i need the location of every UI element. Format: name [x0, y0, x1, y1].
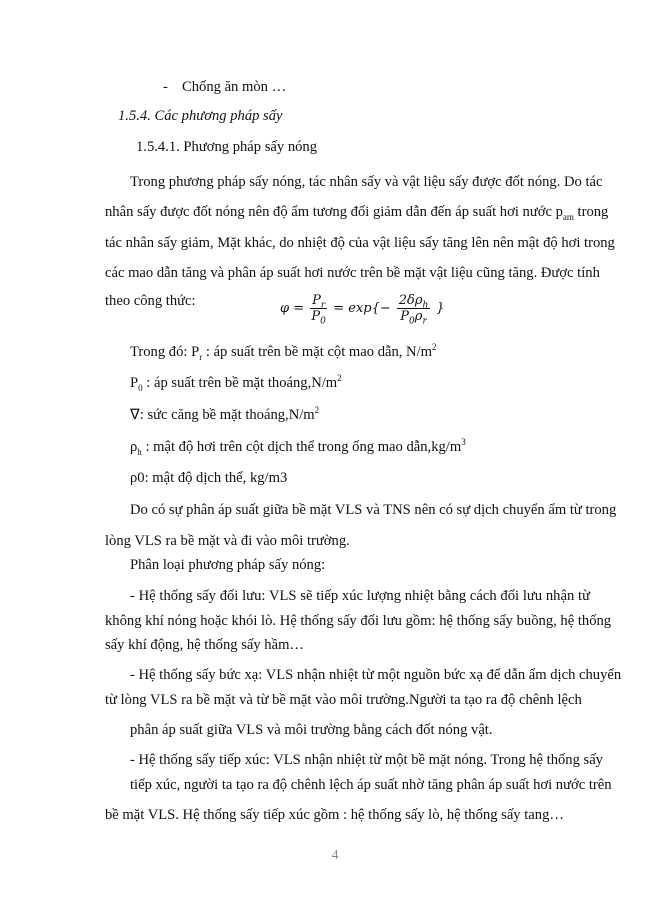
paragraph-line: sấy khí động, hệ thống sấy hầm…: [105, 637, 305, 653]
paragraph-line: - Hệ thống sấy đối lưu: VLS sẽ tiếp xúc lượng nhiệt bằng cách đối lưu nhận từ: [130, 588, 590, 604]
sub: h: [422, 300, 429, 311]
definition-line: ρ0: mật độ dịch thể, kg/m3: [130, 470, 288, 486]
formula-lhs: φ =: [280, 301, 305, 316]
paragraph-line: theo công thức:: [105, 293, 196, 309]
classification-title: Phân loại phương pháp sấy nóng:: [130, 557, 326, 573]
numerator: [397, 293, 431, 309]
sub: r: [199, 351, 203, 362]
numerator: [310, 293, 327, 309]
bullet-item: Chống ăn mòn …: [182, 79, 287, 95]
formula-close: }: [436, 301, 445, 316]
sub: 0: [320, 316, 326, 327]
paragraph-line: bề mặt VLS. Hệ thống sấy tiếp xúc gồm : hệ thống sấy lò, hệ thống sấy tang…: [105, 807, 564, 823]
formula-mid: = exp{−: [333, 301, 391, 316]
t: Trong đó: P: [130, 344, 200, 360]
definition-line: [130, 438, 466, 456]
sub: 0: [138, 382, 143, 393]
paragraph-line: - Hệ thống sấy bức xạ: VLS nhận nhiệt từ một nguồn bức xạ để dẫn ẩm dịch chuyển: [130, 667, 622, 683]
t: ρ: [130, 439, 138, 455]
section-heading: 1.5.4. Các phương pháp sấy: [118, 108, 283, 124]
paragraph-line: Trong phương pháp sấy nóng, tác nhân sấy và vật liệu sấy được đốt nóng. Do tác: [130, 174, 603, 190]
paragraph-line: phân áp suất giữa VLS và môi trường bằng cách đốt nóng vật.: [130, 722, 493, 738]
page-number: 4: [331, 848, 339, 863]
text: trong: [573, 204, 609, 220]
paragraph-line: từ lòng VLS ra bề mặt và từ bề mặt vào môi trường.Người ta tạo ra độ chênh lệch: [105, 692, 582, 708]
definition-line: [130, 343, 437, 361]
paragraph-line: các mao dẫn tăng và phân áp suất hơi nước trên bề mặt vật liệu cũng tăng. Được tính: [105, 265, 600, 281]
sup: 2: [432, 342, 437, 353]
paragraph-line: Do có sự phân áp suất giữa bề mặt VLS và TNS nên có sự dịch chuyển ẩm từ trong: [130, 502, 617, 518]
denominator: [400, 309, 427, 327]
t: : mật độ hơi trên cột dịch thể trong ống mao dẫn,kg/m: [141, 439, 462, 455]
t: ∇: sức căng bề mặt thoáng,N/m: [130, 407, 315, 423]
bullet-dash: -: [163, 79, 168, 95]
sup: 3: [461, 437, 466, 448]
sub: r: [422, 316, 427, 327]
t: : áp suất trên bề mặt cột mao dẫn, N/m: [202, 344, 433, 360]
t: P: [311, 309, 321, 324]
paragraph-line: tiếp xúc, người ta tạo ra độ chênh lệch áp suất nhờ tăng phân áp suất hơi nước trên: [130, 777, 612, 793]
t: ρ: [414, 309, 423, 324]
sup: 2: [337, 373, 342, 384]
sup: 2: [314, 405, 320, 416]
subsection-heading: 1.5.4.1. Phương pháp sấy nóng: [136, 139, 318, 155]
t: : áp suất trên bề mặt thoáng,N/m: [142, 375, 338, 391]
sub: 0: [409, 316, 415, 327]
denominator: [311, 309, 326, 327]
paragraph-line: tác nhân sấy giảm, Mặt khác, do nhiệt độ của vật liệu sấy tăng lên nên mật độ hơi trong: [105, 235, 615, 251]
fraction: [397, 293, 431, 327]
paragraph-line: [105, 203, 609, 222]
definition-line: [130, 374, 342, 392]
t: P: [312, 293, 321, 308]
formula: [280, 293, 445, 327]
definition-line: [130, 406, 319, 424]
t: P: [130, 375, 139, 391]
t: 2δρ: [398, 293, 423, 308]
paragraph-line: lòng VLS ra bề mặt và đi vào môi trường.: [105, 533, 350, 549]
fraction: [310, 293, 327, 327]
sub: r: [320, 300, 326, 311]
sub: h: [137, 446, 142, 457]
t: P: [400, 309, 410, 324]
subscript: am: [562, 211, 574, 222]
paragraph-line: - Hệ thống sấy tiếp xúc: VLS nhận nhiệt từ một bề mặt nóng. Trong hệ thống sấy: [130, 752, 603, 768]
paragraph-line: không khí nóng hoặc khói lò. Hệ thống sấy đối lưu gồm: hệ thống sấy buồng, hệ thống: [105, 613, 612, 629]
text: nhân sấy được đốt nóng nên độ ẩm tương đối giảm dẫn đến áp suất hơi nước p: [105, 204, 563, 220]
